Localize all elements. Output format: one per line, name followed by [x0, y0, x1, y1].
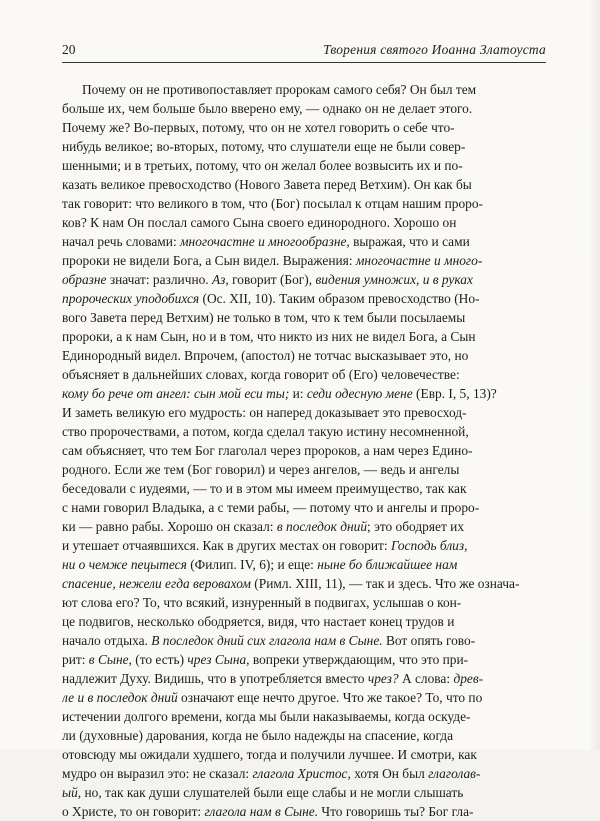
- text-line: [62, 175, 546, 194]
- text-line: [62, 802, 546, 821]
- text-line: [62, 327, 546, 346]
- text-run: мудро он выразил это: не сказал:: [62, 766, 253, 781]
- text-line: [62, 479, 546, 498]
- italic-quote: ни о чемже пецытеся: [62, 557, 187, 572]
- text-run: ют слова его? То, что всякий, изнуренный в подвигах, услышав о кон-: [62, 595, 462, 610]
- italic-quote: глаголав-: [428, 766, 481, 781]
- text-run: говорит (Бог),: [228, 272, 316, 287]
- text-line: [62, 498, 546, 517]
- text-line: [62, 688, 546, 707]
- text-line: [62, 517, 546, 536]
- italic-quote: кому бо рече от ангел: сын мой еси ты;: [62, 386, 290, 401]
- italic-quote: чрез?: [367, 671, 399, 686]
- italic-quote: Аз,: [212, 272, 229, 287]
- text-run: сам объясняет, что тем Бог глаголал через пророков, а нам через Едино-: [62, 443, 473, 458]
- text-run: ков? К нам Он послал самого Сына своего единородного. Хорошо он: [62, 215, 457, 230]
- text-line: [62, 555, 546, 574]
- text-line: [62, 118, 546, 137]
- body-text: [62, 80, 546, 821]
- text-line: [62, 365, 546, 384]
- text-run: родного. Если же тем (Бог говорил) и через ангелов, — ведь и ангелы: [62, 462, 460, 477]
- italic-quote: спасение, нежели егда веровахом: [62, 576, 251, 591]
- text-run: начало отдыха.: [62, 633, 152, 648]
- text-run: и утешает отчаявшихся. Как в других местах он говорит:: [62, 538, 391, 553]
- text-line: [62, 270, 546, 289]
- text-run: казать великое превосходство (Нового Завета перед Ветхим). Он как бы: [62, 177, 472, 192]
- text-run: шенными; и в третьих, потому, что он желал более возвысить их и по-: [62, 158, 463, 173]
- text-line: [62, 194, 546, 213]
- text-line: [62, 612, 546, 631]
- italic-quote: чрез Сына,: [187, 652, 250, 667]
- text-line: [62, 441, 546, 460]
- text-run: истечении долгого времени, когда мы были наказываемы, когда оскуде-: [62, 709, 471, 724]
- text-line: [62, 422, 546, 441]
- running-head: [62, 40, 546, 60]
- text-run: ки — равно рабы. Хорошо он сказал:: [62, 519, 277, 534]
- italic-quote: в Сыне,: [88, 652, 132, 667]
- italic-quote: ныне бо ближайшее нам: [317, 557, 458, 572]
- text-line: [62, 346, 546, 365]
- text-run: (Евр. I, 5, 13)?: [412, 386, 497, 401]
- text-line: [62, 593, 546, 612]
- italic-quote: древ-: [453, 671, 484, 686]
- text-line: [62, 289, 546, 308]
- italic-quote: многочастне и многo-: [355, 253, 483, 268]
- text-line: [62, 574, 546, 593]
- italic-quote: многочастне и многообразне: [180, 234, 347, 249]
- text-run: о Христе, то он говорит:: [62, 804, 205, 819]
- text-run: Почему же? Во-первых, потому, что он не хотел говорить о себе что-: [62, 120, 455, 135]
- text-run: и:: [289, 386, 307, 401]
- italic-quote: в последок дний: [276, 519, 368, 534]
- text-line: [62, 251, 546, 270]
- text-line: [62, 536, 546, 555]
- text-run: надлежит Духу. Видишь, что в употребляется вместо: [62, 671, 368, 686]
- text-run: беседовали с иудеями, — то и в этом мы имеем преимущество, так как: [62, 481, 467, 496]
- text-run: так говорит: что великого в том, что (Бог) посылал к отцам нашим проро-: [62, 196, 484, 211]
- text-run: пророки не видели Бога, а Сын видел. Выражения:: [62, 253, 356, 268]
- text-run: нибудь великое; во-вторых, потому, что слушатели еще не были совер-: [62, 139, 466, 154]
- text-run: вопреки утверждающим, что это при-: [249, 652, 469, 667]
- text-line: [62, 384, 546, 403]
- text-run: отовсюду мы ожидали худшего, тогда и получили лучшее. И смотри, как: [62, 747, 477, 762]
- text-run: це подвигов, несколько ободряется, видя, что настает конец трудов и: [62, 614, 455, 629]
- text-line: [62, 669, 546, 688]
- italic-quote: ый,: [62, 785, 82, 800]
- text-line: [62, 99, 546, 118]
- page-number: 20: [62, 42, 76, 57]
- italic-quote: Господь близ,: [390, 538, 468, 553]
- italic-quote: глаголa Христос,: [252, 766, 351, 781]
- text-line: [62, 783, 546, 802]
- text-run: (то есть): [131, 652, 188, 667]
- text-run: (Филип. IV, 6); и еще:: [186, 557, 318, 572]
- text-run: вого Завета перед Ветхим) не только в том, что к тем были посылаемы: [62, 310, 466, 325]
- text-line: [62, 213, 546, 232]
- header-rule: [62, 62, 546, 63]
- text-run: (Римл. XIII, 11), — так и здесь. Что же означа-: [250, 576, 520, 591]
- italic-quote: видения умножих, и в руках: [315, 272, 473, 287]
- text-run: Вот опять гово-: [382, 633, 476, 648]
- text-run: (Ос. XII, 10). Таким образом превосходство (Но-: [199, 291, 480, 306]
- text-run: ; это ободряет их: [367, 519, 465, 534]
- text-line: [62, 631, 546, 650]
- text-line: [62, 726, 546, 745]
- text-run: пророки, а к нам Сын, но и в том, что никто из них не видел Бога, а Сын: [62, 329, 476, 344]
- text-run: начал речь словами:: [62, 234, 181, 249]
- text-line: [62, 232, 546, 251]
- text-line: [62, 308, 546, 327]
- text-run: рит:: [62, 652, 89, 667]
- text-run: Что говоришь ты? Бог гла-: [318, 804, 474, 819]
- text-run: но, так как души слушателей были еще слабы и не могли слышать: [81, 785, 464, 800]
- italic-quote: седи одесную мене: [306, 386, 413, 401]
- text-line: [62, 80, 546, 99]
- text-line: [62, 745, 546, 764]
- italic-quote: пророческих уподобихся: [62, 291, 200, 306]
- text-run: Почему он не противопоставляет пророкам самого себя? Он был тем: [82, 82, 477, 97]
- text-line: [62, 650, 546, 669]
- text-run: означают еще нечто другое. Что же такое? То, что по: [177, 690, 483, 705]
- text-line: [62, 460, 546, 479]
- italic-quote: глаголa нам в Сыне.: [204, 804, 319, 819]
- book-title: Творения святого Иоанна Златоуста: [323, 42, 546, 57]
- text-line: [62, 403, 546, 422]
- italic-quote: образне: [62, 272, 107, 287]
- text-run: ли (духовные) дарования, когда не было надежды на спасение, когда: [62, 728, 454, 743]
- text-run: Единородный видел. Впрочем, (апостол) не тотчас высказывает это, но: [62, 348, 469, 363]
- text-line: [62, 156, 546, 175]
- text-run: А слова:: [398, 671, 454, 686]
- text-line: [62, 137, 546, 156]
- text-run: с нами говорил Владыка, а с теми рабы, — потому что и ангелы и проро-: [62, 500, 480, 515]
- text-run: хотя Он был: [350, 766, 429, 781]
- text-run: значат: различно.: [106, 272, 212, 287]
- text-run: И заметь великую его мудрость: он наперед доказывает это превосход-: [62, 405, 467, 420]
- italic-quote: В последок дний сих глаголa нам в Сыне.: [151, 633, 383, 648]
- italic-quote: ле и в последок дний: [62, 690, 178, 705]
- text-run: , выражая, что и сами: [346, 234, 470, 249]
- text-line: [62, 707, 546, 726]
- text-run: ство пророчествами, а потом, когда сделал такую истину несомненной,: [62, 424, 469, 439]
- text-run: больше их, чем больше было вверено ему, — однако он не делает этого.: [62, 101, 473, 116]
- text-run: объясняет в дальнейших словах, когда говорит об (Его) человечестве:: [62, 367, 460, 382]
- text-line: [62, 764, 546, 783]
